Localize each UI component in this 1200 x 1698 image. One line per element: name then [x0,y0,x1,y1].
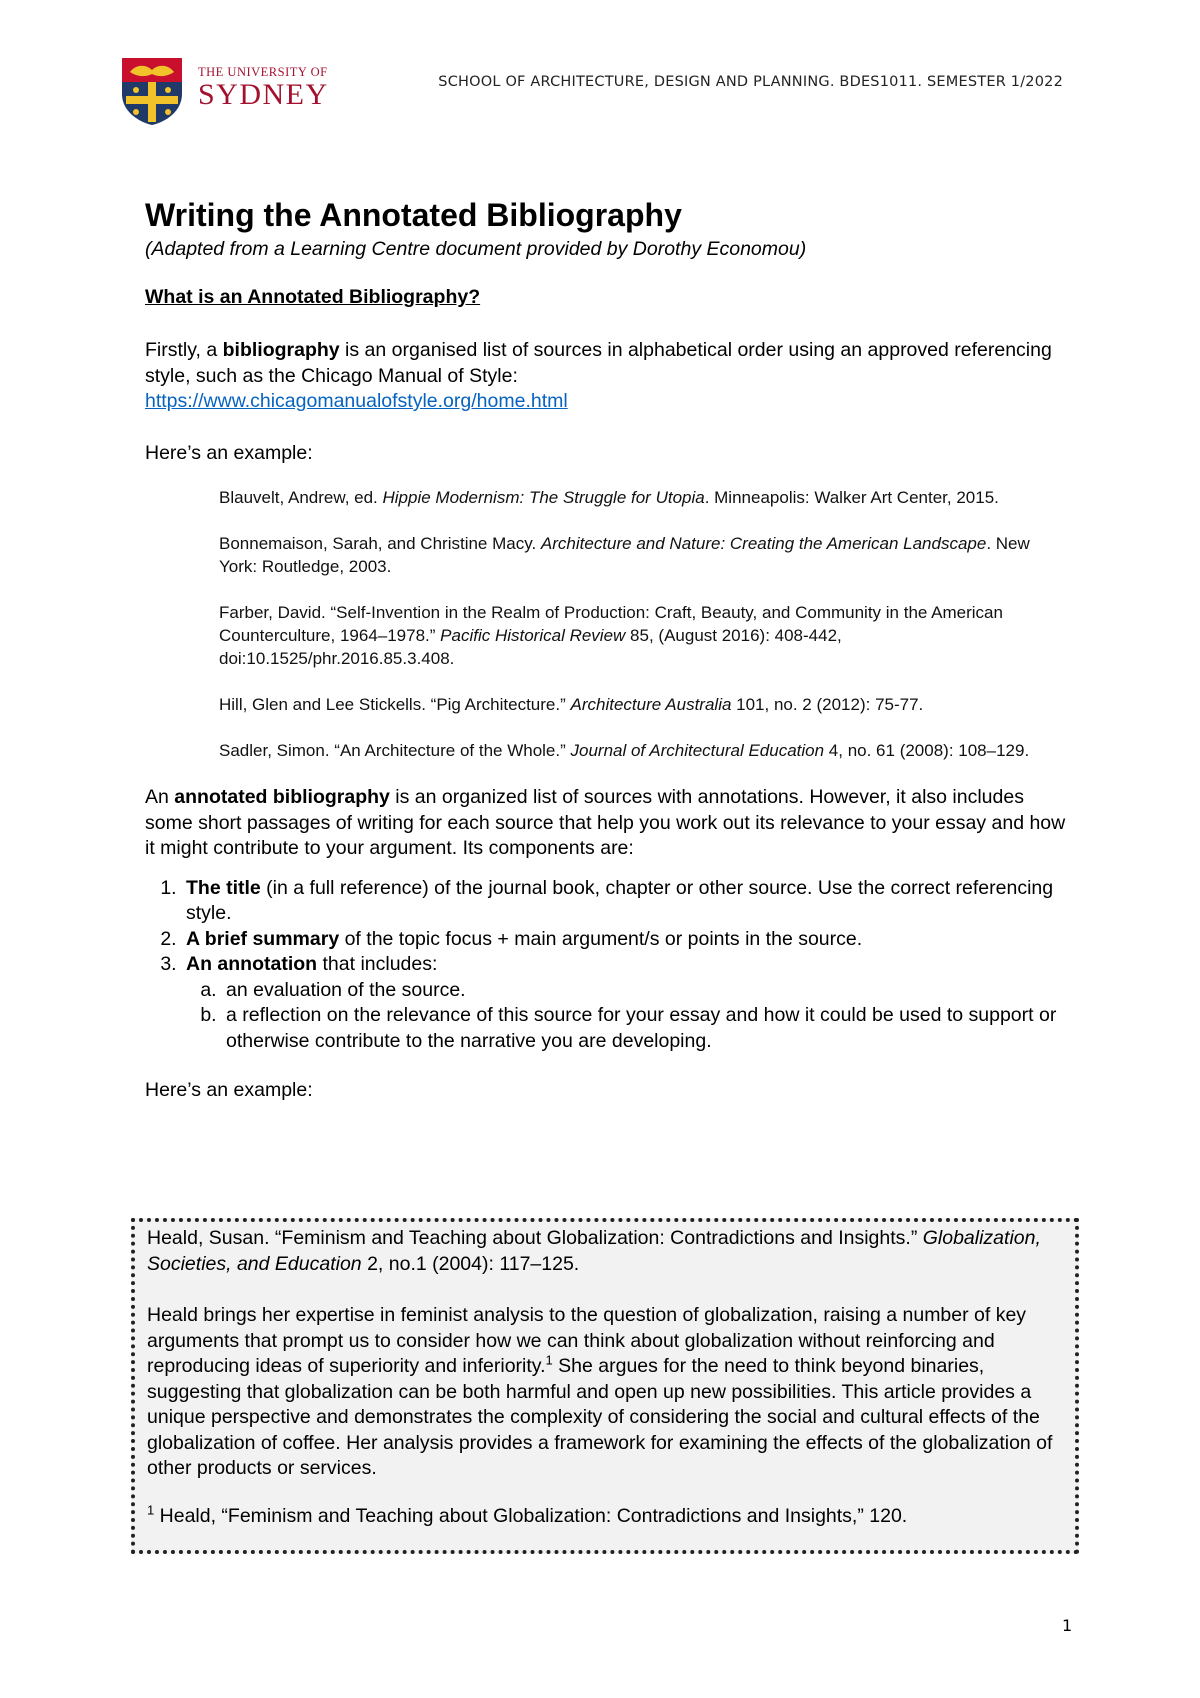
example-label: Here’s an example: [145,1079,313,1101]
section-heading: What is an Annotated Bibliography? [145,286,481,308]
logo-wordmark [198,64,329,110]
reference-entry: Blauvelt, Andrew, ed. Hippie Modernism: The Struggle for Utopia. Minneapolis: Walker Art Center, 2015. [219,488,999,507]
annotated-definition-paragraph: An annotated bibliography is an organized list of sources with annotations. However, it also includes some short passages of writing for each source that help you work out its relevance to your essay and how it might contribute to your argument. Its components are: [145,786,1066,859]
reference-entry: Sadler, Simon. “An Architecture of the Whole.” Journal of Architectural Education 4, no. 61 (2008): 108–129. [219,741,1030,760]
list-item: a. an evaluation of the source. [222,978,1075,1004]
university-logo [120,56,330,126]
list-item: b. a reflection on the relevance of this source for your essay and how it could be used to support or otherwise contribute to the narrative you are developing. [222,1003,1075,1054]
page-number: 1 [1062,1616,1073,1635]
footnote-marker: 1 [545,1352,553,1368]
page-title: Writing the Annotated Bibliography [145,197,682,233]
logo-line-1: THE UNIVERSITY OF [198,65,328,79]
chicago-manual-link[interactable]: https://www.chicagomanualofstyle.org/home.html [145,390,568,412]
reference-entry: Bonnemaison, Sarah, and Christine Macy. Architecture and Nature: Creating the American Landscape. New York: Routledge, 2003. [219,534,1030,576]
reference-entry: Hill, Glen and Lee Stickells. “Pig Architecture.” Architecture Australia 101, no. 2 (2012): 75-77. [219,695,924,714]
school-course-header: SCHOOL OF ARCHITECTURE, DESIGN AND PLANNING. BDES1011. SEMESTER 1/2022 [438,74,1063,90]
page-subtitle: (Adapted from a Learning Centre document provided by Dorothy Economou) [145,238,807,260]
components-list [145,876,1075,1055]
document-body [145,196,1075,1103]
annotation-sublist [186,978,1075,1055]
example-reference: Heald, Susan. “Feminism and Teaching about Globalization: Contradictions and Insights.” Globalization, Societies, and Education 2, no.1 (2004): 117–125. [147,1227,1041,1275]
logo-line-2: SYDNEY [198,78,329,111]
list-item: 1. The title (in a full reference) of the journal book, chapter or other source. Use the correct referencing style. [182,876,1075,927]
annotated-example-box [131,1218,1079,1554]
university-crest-icon [120,56,184,126]
list-item: 2. A brief summary of the topic focus + main argument/s or points in the source. [182,927,1075,953]
example-intro: Here’s an example: [145,441,313,464]
list-item: 3. An annotation that includes: a. an evaluation of the source. b. a reflection on the relevance of this source for your essay and how it could be used to support or otherwise contribute to the narrative you are developing. [182,952,1075,1054]
sample-bibliography [219,486,1039,762]
footnote-marker: 1 [147,1502,155,1517]
intro-paragraph: Firstly, a bibliography is an organised list of sources in alphabetical order using an approved referencing style, such as the Chicago Manual of Style: https://www.chicagomanualofstyle.org/home.html [145,339,1052,412]
example-annotation: Heald brings her expertise in feminist analysis to the question of globalization, raising a number of key arguments that prompt us to consider how we can think about globalization without reinforcing and reproducing ideas of superiority and inferiority.$^1$ She argues for the need to think beyond binaries, suggesting that globalization can be both harmful and open up new possibilities. This article provides a unique perspective and demonstrates the complexity of considering the social and cultural effects of the globalization of coffee. Her analysis provides a framework for examining the effects of the globalization of other products or services. [147,1304,1053,1479]
reference-entry: Farber, David. “Self-Invention in the Realm of Production: Craft, Beauty, and Community in the American Counterculture, 1964–1978.” Pacific Historical Review 85, (August 2016): 408-442, doi:10.1525/phr.2016.85.3.408. [219,603,1003,668]
example-footnote: $^1$ Heald, “Feminism and Teaching about Globalization: Contradictions and Insights,” 120. [147,1502,908,1527]
